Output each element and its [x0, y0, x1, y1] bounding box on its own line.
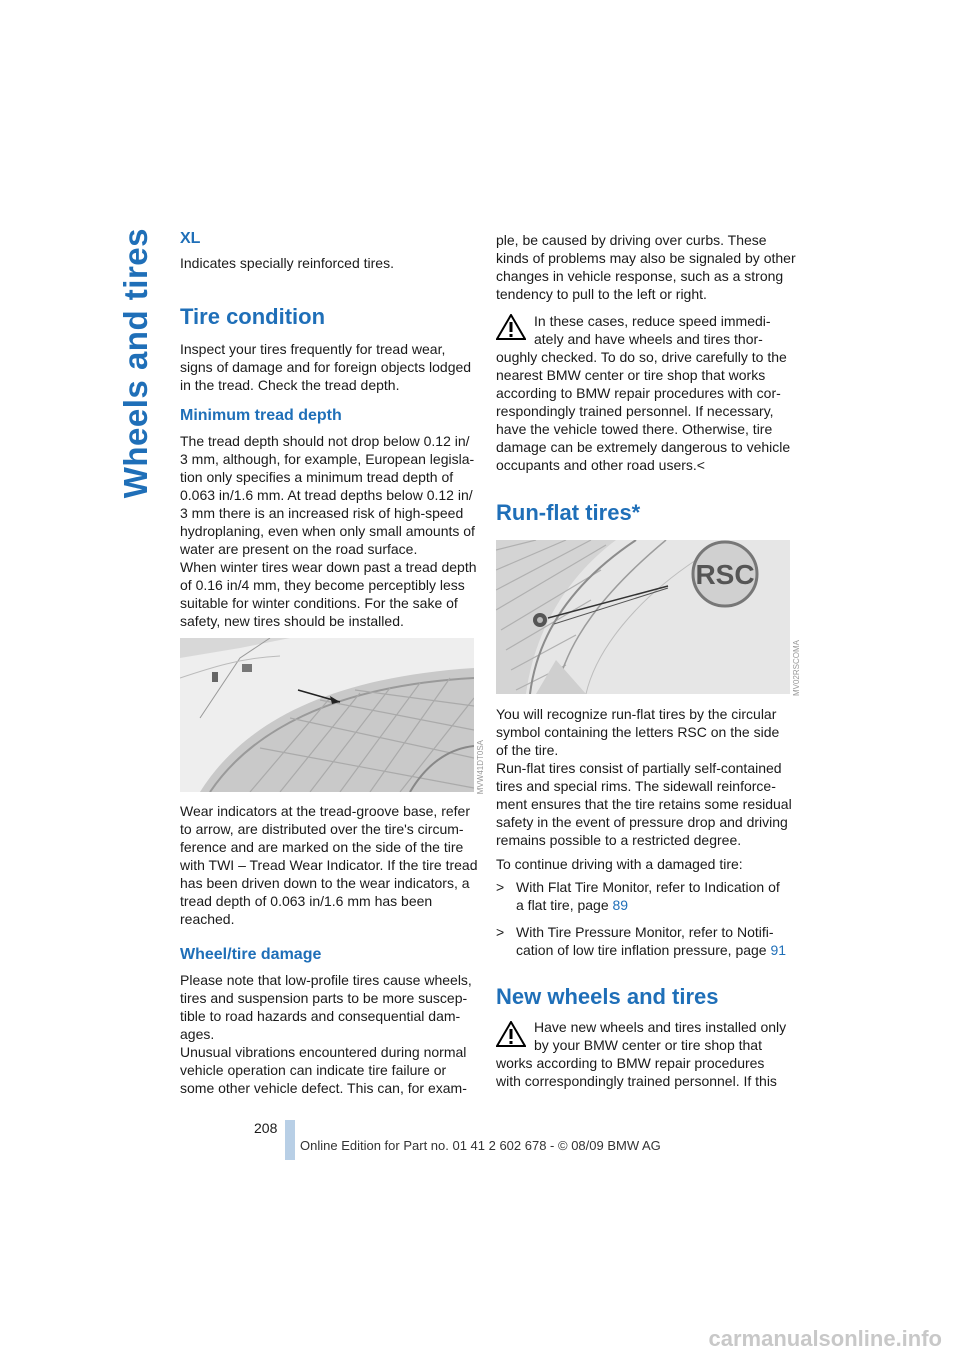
bullet-marker: > [496, 924, 505, 940]
tread-wear-figure [180, 638, 474, 792]
run-flat-figure [496, 540, 790, 694]
bullet-marker: > [496, 879, 505, 895]
new-wheels-tires-heading: New wheels and tires [496, 984, 719, 1009]
tire-condition-heading: Tire condition [180, 304, 326, 329]
xl-heading: XL [180, 230, 201, 247]
site-watermark: carmanualsonline.info [708, 1326, 942, 1351]
xl-text: Indicates specially reinforced tires. [180, 255, 394, 271]
warning-triangle-icon [496, 1021, 526, 1047]
rsc-symbol-label: RSC [695, 559, 755, 590]
page-link-89[interactable]: 89 [612, 897, 629, 913]
chapter-side-title-container [116, 228, 156, 528]
wear-indicator-paragraph: Wear indicators at the tread-groove base, refer to arrow, are distributed over the tire's circum- ference and are marked on the side of the tire with TWI – Tread Wear Indicator. If the tire tread has been driven down to the wear indicators, a tread depth of 0.063 in/1.6 mm has been reached. [180, 803, 478, 927]
warning-triangle-icon [496, 314, 526, 340]
page-link-91[interactable]: 91 [770, 942, 787, 958]
continue-driving-text: To continue driving with a damaged tire: [496, 856, 743, 872]
chapter-side-title: Wheels and tires [117, 228, 154, 499]
wheel-tire-damage-paragraph: Please note that low-profile tires cause wheels, tires and suspension parts to be more suscep- tible to road hazards and consequential dam- ages. Unusual vibrations encountered during normal vehicle operation can indicate tire failure or some other vehicle defect. This can, for exam- [180, 972, 472, 1096]
wheel-tire-damage-heading: Wheel/tire damage [180, 946, 322, 963]
run-flat-tires-heading: Run-flat tires* [496, 500, 641, 525]
warning-new-wheels-lead: Have new wheels and tires installed only by your BMW center or tire shop that [534, 1019, 787, 1053]
tread-wear-illustration [180, 638, 474, 792]
rsc-figure-code: MV02RSCOMA [792, 640, 801, 697]
run-flat-illustration [496, 540, 790, 694]
minimum-tread-paragraph: The tread depth should not drop below 0.12 in/ 3 mm, although, for example, European legisla- tion only specifies a minimum tread depth of 0.063 in/1.6 mm. At tread depths below 0.12 in/ 3 mm there is an increased risk of high-speed hydroplaning, even when only small amounts of water are present on the road surface. When winter tires wear down past a tread depth of 0.16 in/4 mm, they become perceptibly less suitable for winter conditions. For the sake of safety, new tires should be installed. [180, 433, 477, 629]
page-number: 208 [254, 1120, 278, 1136]
footer-accent-bar [285, 1120, 295, 1160]
tire-condition-paragraph: Inspect your tires frequently for tread wear, signs of damage and for foreign objects lodged in the tread. Check the tread depth. [180, 341, 472, 393]
damage-continuation-paragraph: ple, be caused by driving over curbs. These kinds of problems may also be signaled by other changes in vehicle response, such as a strong tendency to pull to the left or right. [496, 232, 796, 302]
footer-edition-text: Online Edition for Part no. 01 41 2 602 678 - © 08/09 BMW AG [300, 1138, 661, 1153]
warning-new-wheels-body: works according to BMW repair procedures with correspondingly trained personnel. If this [496, 1055, 777, 1089]
warning-reduce-speed-body: oughly checked. To do so, drive carefully to the nearest BMW center or tire shop that works according to BMW repair procedures with cor- respondingly trained personnel. If necessary, have the vehicle towed there. Otherwise, tire damage can be extremely dangerous to vehicle occupants and other road users.< [496, 349, 791, 473]
minimum-tread-heading: Minimum tread depth [180, 407, 342, 424]
run-flat-paragraph: You will recognize run-flat tires by the circular symbol containing the letters RSC on the side of the tire. Run-flat tires consist of partially self-contained tires and special rims. The sidewall reinforce- ment ensures that the tire retains some residual safety in the event of pressure drop and driving remains possible to a restricted degree. [496, 706, 792, 848]
warning-reduce-speed-lead: In these cases, reduce speed immedi- ately and have wheels and tires thor- [534, 313, 771, 347]
tread-figure-code: MVW41DT0SA [476, 740, 485, 795]
